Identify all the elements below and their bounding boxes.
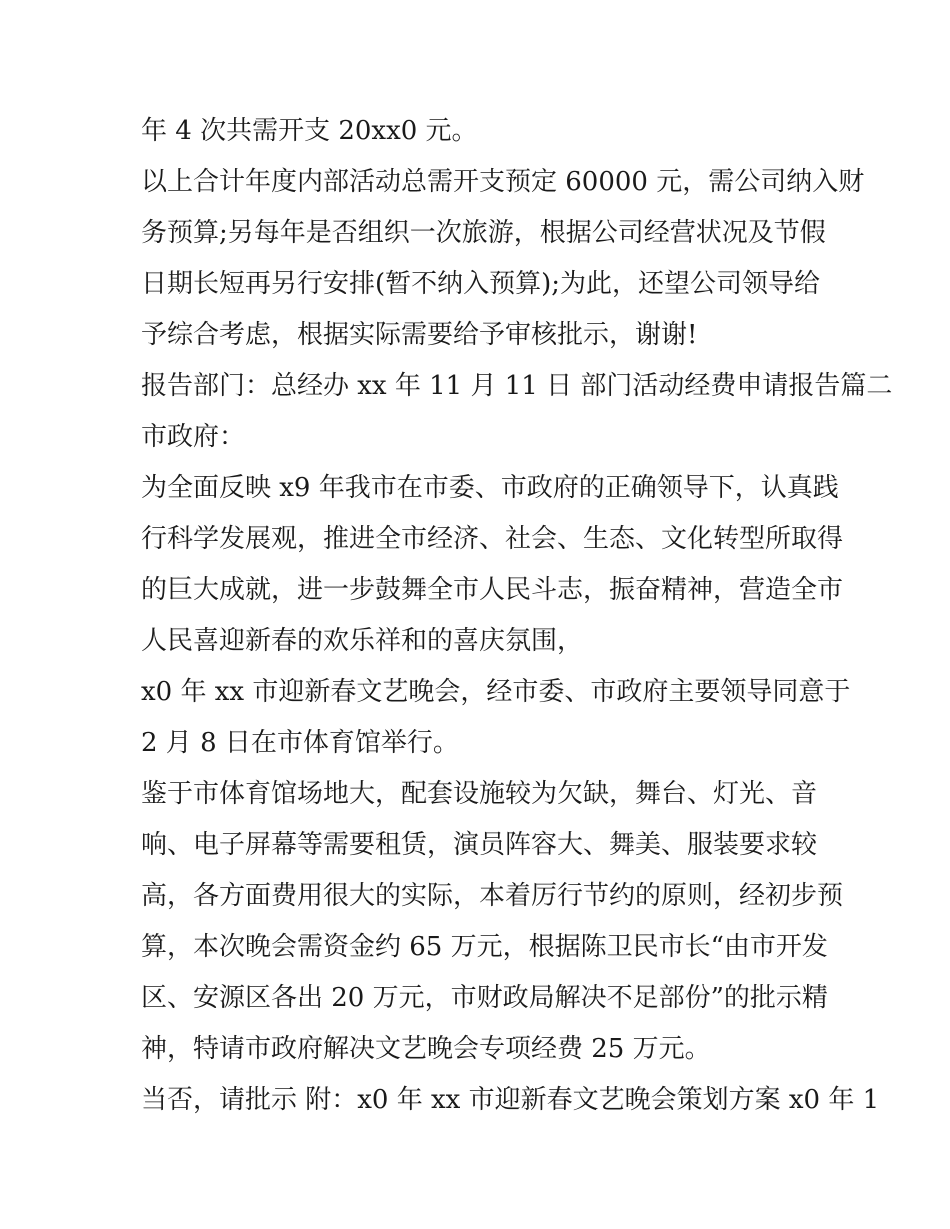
- text-line: 市政府：: [141, 422, 246, 452]
- text-line: 响、电子屏幕等需要租赁，演员阵容大、舞美、服装要求较: [141, 830, 818, 860]
- text-line: 日期长短再另行安排(暂不纳入预算);为此，还望公司领导给: [141, 269, 821, 299]
- text-line: 2 月 8 日在市体育馆举行。: [141, 728, 459, 758]
- document-body: [141, 106, 893, 1126]
- text-line: 神，特请市政府解决文艺晚会专项经费 25 万元。: [141, 1034, 711, 1064]
- text-line: 当否，请批示 附：x0 年 xx 市迎新春文艺晚会策划方案 x0 年 1: [141, 1085, 880, 1115]
- text-line: x0 年 xx 市迎新春文艺晚会，经市委、市政府主要领导同意于: [141, 677, 851, 707]
- text-line: 的巨大成就，进一步鼓舞全市人民斗志，振奋精神，营造全市: [141, 575, 844, 605]
- text-line: 行科学发展观，推进全市经济、社会、生态、文化转型所取得: [141, 524, 844, 554]
- text-line: 以上合计年度内部活动总需开支预定 60000 元，需公司纳入财: [141, 167, 865, 197]
- text-line: 务预算;另每年是否组织一次旅游，根据公司经营状况及节假: [141, 218, 826, 248]
- text-line: 高，各方面费用很大的实际，本着厉行节约的原则，经初步预: [141, 881, 844, 911]
- text-line: 算，本次晚会需资金约 65 万元，根据陈卫民市长“由市开发: [141, 932, 828, 962]
- text-line: 年 4 次共需开支 20xx0 元。: [141, 116, 478, 146]
- text-line: 报告部门：总经办 xx 年 11 月 11 日 部门活动经费申请报告篇二: [141, 371, 893, 401]
- text-line: 为全面反映 x9 年我市在市委、市政府的正确领导下，认真践: [141, 473, 839, 503]
- text-line: 区、安源区各出 20 万元，市财政局解决不足部份”的批示精: [141, 983, 828, 1013]
- text-line: 鉴于市体育馆场地大，配套设施较为欠缺，舞台、灯光、音: [141, 779, 818, 809]
- text-line: 予综合考虑，根据实际需要给予审核批示，谢谢!: [141, 320, 698, 350]
- text-line: 人民喜迎新春的欢乐祥和的喜庆氛围，: [141, 626, 584, 656]
